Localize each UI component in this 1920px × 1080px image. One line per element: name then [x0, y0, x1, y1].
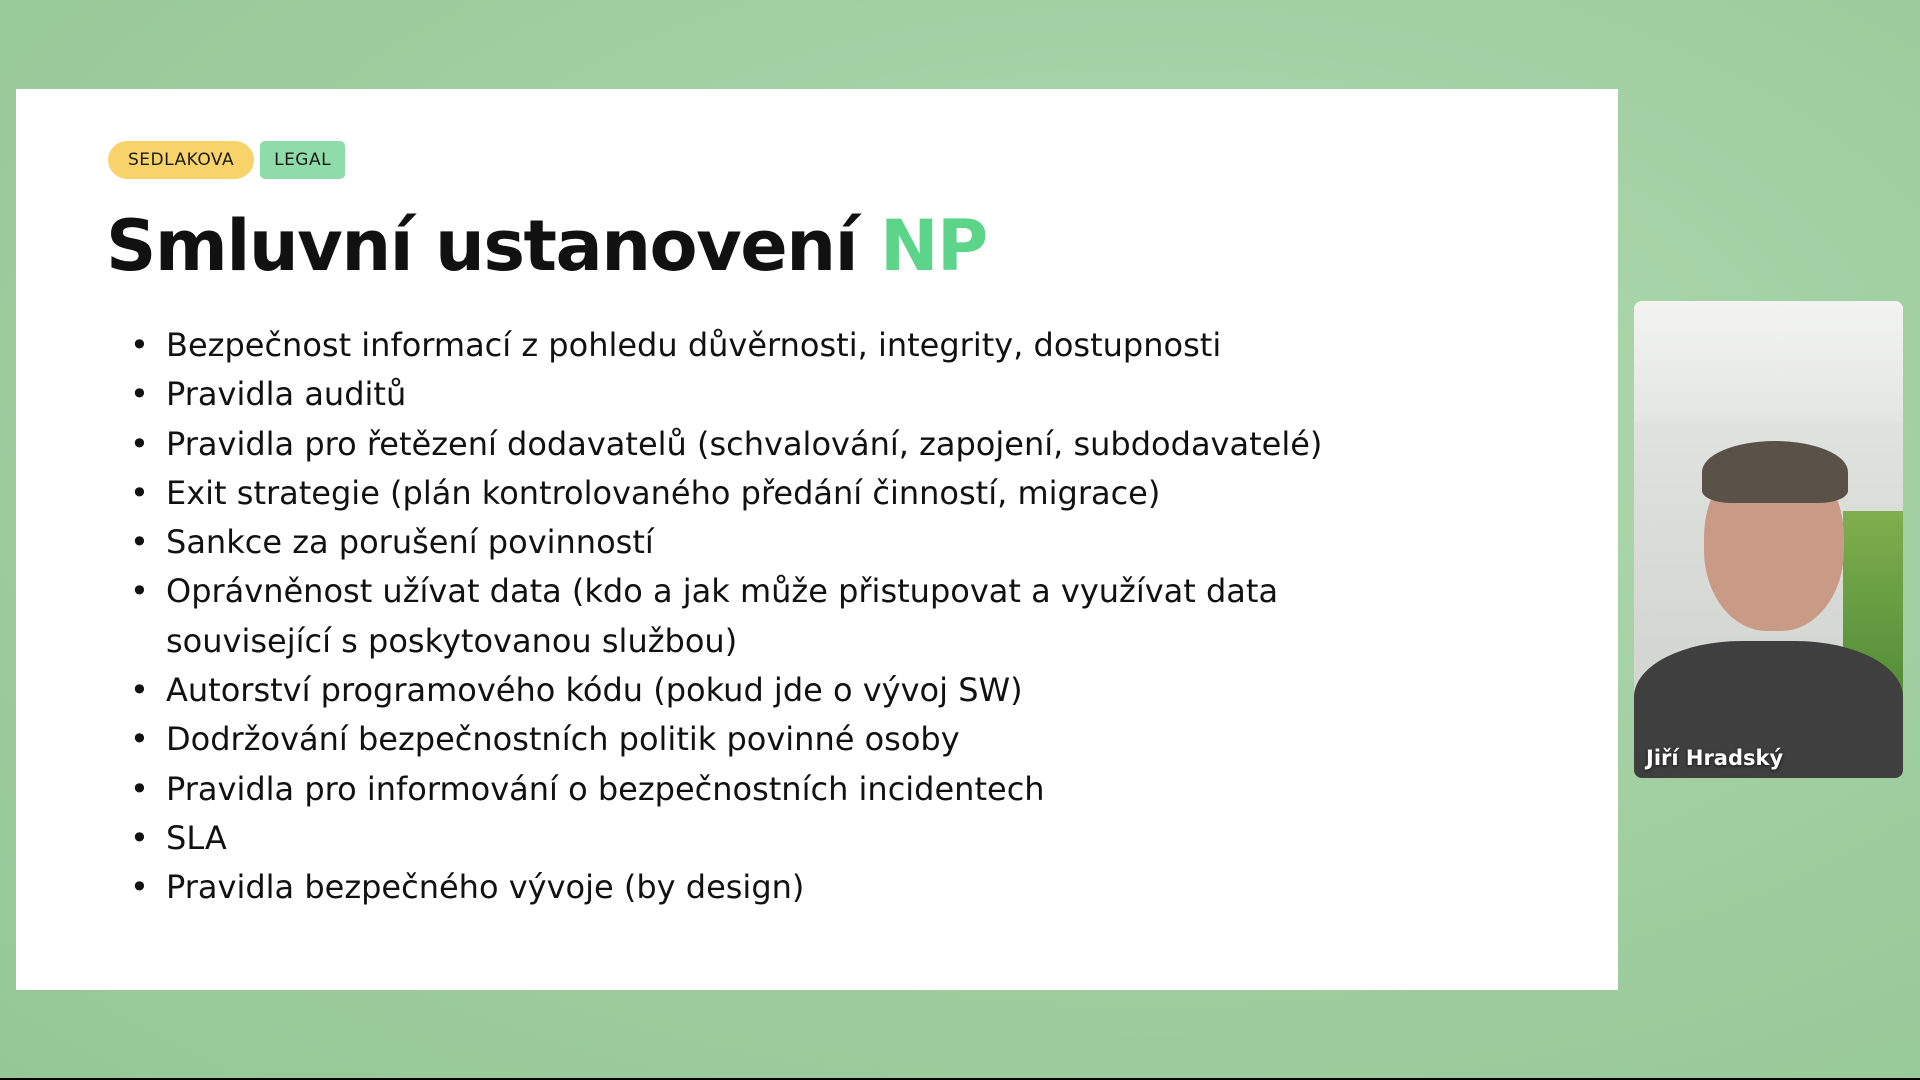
- participant-video-tile[interactable]: [1634, 301, 1903, 778]
- slide-title-accent: NP: [879, 205, 987, 287]
- bullet-text: Pravidla pro řetězení dodavatelů (schvalování, zapojení, subdodavatelé): [166, 424, 1323, 463]
- bullet-dot-icon: •: [130, 572, 149, 611]
- bullet-dot-icon: •: [130, 720, 149, 759]
- bullet-text: Dodržování bezpečnostních politik povinné osoby: [166, 720, 960, 759]
- participant-name-label: Jiří Hradský: [1646, 746, 1784, 770]
- bullet-text: Pravidla auditů: [166, 375, 407, 414]
- bullet-item: [124, 420, 1404, 469]
- bullet-item: [124, 814, 1404, 863]
- presentation-slide: [16, 89, 1618, 990]
- bullet-item: [124, 567, 1286, 666]
- bullet-item: [124, 469, 1404, 518]
- bullet-dot-icon: •: [130, 818, 149, 857]
- bullet-item: [124, 518, 1404, 567]
- bullet-item: [124, 715, 1404, 764]
- bullet-dot-icon: •: [130, 375, 149, 414]
- bullet-dot-icon: •: [130, 326, 149, 364]
- bullet-item: [124, 863, 1404, 912]
- slide-tags: [108, 141, 345, 179]
- bullet-text: Exit strategie (plán kontrolovaného předání činností, migrace): [166, 473, 1161, 512]
- participant-hair: [1702, 441, 1848, 503]
- bullet-dot-icon: •: [130, 671, 149, 710]
- bullet-text: Oprávněnost užívat data (kdo a jak může přistupovat a využívat data související s poskytovanou službou): [166, 572, 1279, 660]
- bullet-item: [124, 321, 1404, 370]
- brand-tag: SEDLAKOVA: [108, 141, 254, 179]
- bullet-text: Pravidla bezpečného vývoje (by design): [166, 868, 805, 907]
- video-background-ceiling: [1634, 301, 1903, 421]
- slide-title-main: Smluvní ustanovení: [106, 205, 858, 287]
- bullet-text: Autorství programového kódu (pokud jde o vývoj SW): [166, 671, 1023, 710]
- bullet-item: [124, 765, 1404, 814]
- bullet-list: [124, 321, 1404, 913]
- bullet-item: [124, 666, 1404, 715]
- bullet-dot-icon: •: [130, 424, 149, 463]
- legal-tag: LEGAL: [260, 141, 345, 179]
- bullet-text: Sankce za porušení povinností: [166, 523, 654, 562]
- slide-title: [106, 205, 987, 287]
- bullet-text: Pravidla pro informování o bezpečnostních incidentech: [166, 769, 1045, 808]
- bullet-dot-icon: •: [130, 523, 149, 562]
- bullet-text: SLA: [166, 818, 227, 857]
- bullet-text: Bezpečnost informací z pohledu důvěrnosti, integrity, dostupnosti: [166, 326, 1222, 364]
- bullet-dot-icon: •: [130, 769, 149, 808]
- bullet-item: [124, 370, 1404, 419]
- bullet-dot-icon: •: [130, 868, 149, 907]
- bullet-dot-icon: •: [130, 473, 149, 512]
